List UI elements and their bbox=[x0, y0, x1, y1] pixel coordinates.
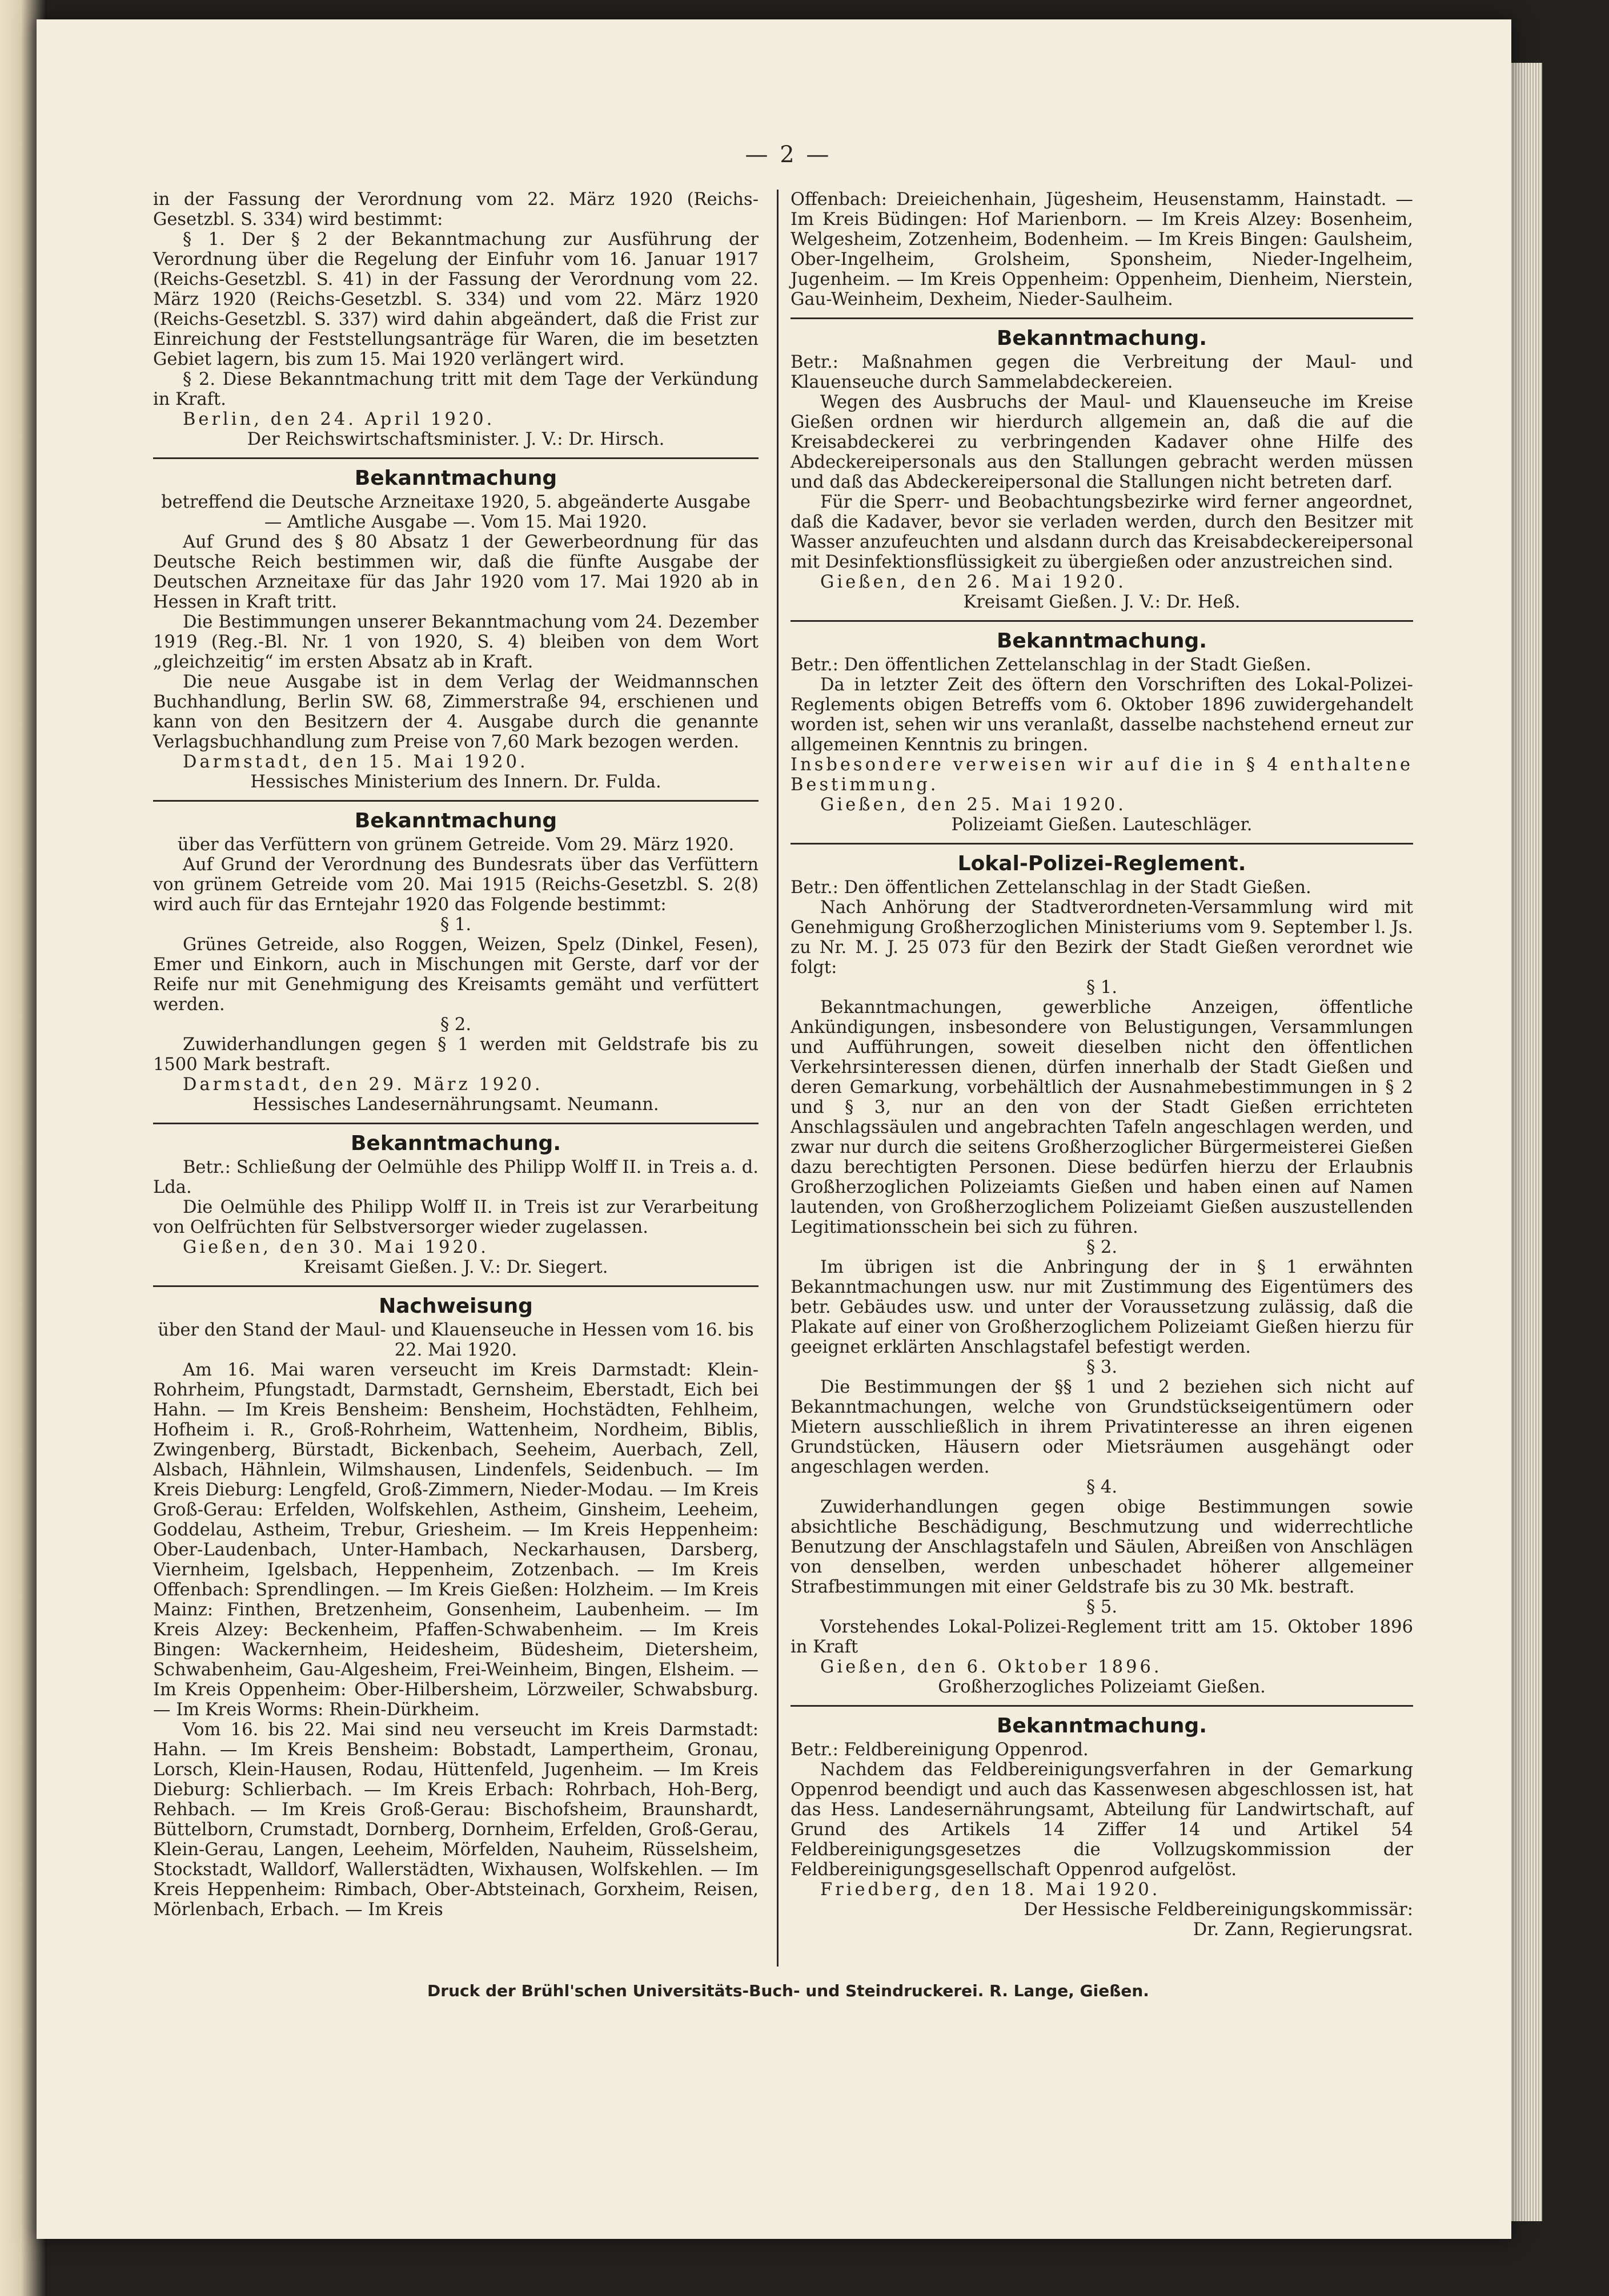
notice-signature: Der Hessische Feldbereinigungskommissär: bbox=[1024, 1900, 1413, 1920]
notice-date: Gießen, den 6. Oktober 1896. bbox=[820, 1657, 1162, 1677]
notice-date: Gießen, den 30. Mai 1920. bbox=[183, 1237, 489, 1257]
notice-subject: Betr.: Den öffentlichen Zettelanschlag in der Stadt Gießen. bbox=[791, 655, 1311, 675]
notice-signature: Der Reichswirtschaftsminister. J. V.: Dr. Hirsch. bbox=[247, 429, 665, 449]
section-number: § 2. bbox=[1086, 1237, 1118, 1257]
printer-imprint: Druck der Brühl'schen Universitäts-Buch- und Steindruckerei. R. Lange, Gießen. bbox=[427, 1981, 1149, 2000]
page-number: — 2 — bbox=[745, 142, 832, 168]
section-number: § 3. bbox=[1086, 1357, 1118, 1377]
notice-emphasis: Insbesondere verweisen wir auf die in § 4 enthaltene Bestimmung. bbox=[791, 755, 1413, 795]
notice-subject: Betr.: Schließung der Oelmühle des Philipp Wolff II. in Treis a. d. Lda. bbox=[153, 1157, 759, 1197]
notice-signature: Hessisches Ministerium des Innern. Dr. Fulda. bbox=[250, 772, 661, 792]
right-column bbox=[791, 190, 1413, 1940]
notice-title: Nachweisung bbox=[379, 1294, 533, 1318]
section-rule bbox=[153, 1123, 759, 1124]
notice-signature: Dr. Zann, Regierungsrat. bbox=[1193, 1920, 1413, 1940]
notice-paragraph: Vom 16. bis 22. Mai sind neu verseucht im Kreis Darmstadt: Hahn. — Im Kreis Bensheim: Bobstadt, Lampertheim, Gronau, Lorsch, Klein-Hausen, Rodau, Hüttenfeld, Jugenheim. — Im Kreis Dieburg: Schlierbach. — Im Kreis Erbach: Rohrbach, Hoh-Berg, Rehbach. — Im Kreis Groß-Gerau: Bischofsheim, Braunshardt, Büttelborn, Crumstadt, Dornberg, Dornheim, Erfelden, Groß-Gerau, Klein-Gerau, Langen, Leeheim, Mörfelden, Nauheim, Rüsselsheim, Stockstadt, Walldorf, Wallerstädten, Wixhausen, Wolfskehlen. — Im Kreis Heppenheim: Rimbach, Ober-Abtsteinach, Gorxheim, Reisen, Mörlenbach, Erbach. — Im Kreis bbox=[153, 1720, 759, 1920]
notice-signature: Hessisches Landesernährungsamt. Neumann. bbox=[252, 1095, 659, 1115]
notice-title: Bekanntmachung. bbox=[350, 1132, 561, 1155]
notice-title: Lokal-Polizei-Reglement. bbox=[957, 852, 1246, 875]
intro-paragraph: § 2. Diese Bekanntmachung tritt mit dem Tage der Verkündung in Kraft. bbox=[153, 369, 759, 409]
notice-subject: Betr.: Feldbereinigung Oppenrod. bbox=[791, 1740, 1089, 1760]
section-rule bbox=[791, 843, 1413, 845]
notice-subject: Betr.: Den öffentlichen Zettelanschlag in der Stadt Gießen. bbox=[791, 878, 1311, 898]
notice-paragraph: Nachdem das Feldbereinigungsverfahren in der Gemarkung Oppenrod beendigt und auch das Kassenwesen abgeschlossen ist, hat das Hess. Landesernährungsamt, Abteilung für Landwirtschaft, auf Grund des Artikels 14 Ziffer 14 und Artikel 54 Feldbereinigungsgesetzes die Vollzugskommission der Feldbereinigungsgesellschaft Oppenrod aufgelöst. bbox=[791, 1760, 1413, 1880]
notice-subtitle: über den Stand der Maul- und Klauenseuche in Hessen vom 16. bis 22. Mai 1920. bbox=[158, 1320, 754, 1360]
notice-paragraph: Nach Anhörung der Stadtverordneten-Versammlung wird mit Genehmigung Großherzoglichen Ministeriums vom 9. September l. Js. zu Nr. M. J. 25 073 für den Bezirk der Stadt Gießen verordnet wie folgt: bbox=[791, 898, 1413, 978]
notice-date: Gießen, den 25. Mai 1920. bbox=[820, 795, 1126, 815]
intro-paragraph: § 1. Der § 2 der Bekanntmachung zur Ausführung der Verordnung über die Regelung der Einfuhr vom 16. Januar 1917 (Reichs-Gesetzbl. S. 41) in der Fassung der Verordnung vom 22. März 1920 (Reichs-Gesetzbl. S. 334) und vom 22. März 1920 (Reichs-Gesetzbl. S. 337) wird dahin abgeändert, daß die Frist zur Einreichung der Feststellungsanträge für Waren, die im besetzten Gebiet lagern, bis zum 15. Mai 1920 verlängert wird. bbox=[153, 230, 759, 369]
notice-date: Darmstadt, den 29. März 1920. bbox=[183, 1075, 543, 1095]
notice-paragraph: Die Bestimmungen der §§ 1 und 2 beziehen sich nicht auf Bekanntmachungen, welche von Grundstückseigentümern oder Mietern ausschließlich in ihrem Privatinteresse an ihren eigenen Grundstücken, Häusern oder Mietsräumen ausgehängt oder angeschlagen werden. bbox=[791, 1377, 1413, 1477]
notice-signature: Kreisamt Gießen. J. V.: Dr. Siegert. bbox=[303, 1257, 608, 1277]
notice-paragraph: Zuwiderhandlungen gegen obige Bestimmungen sowie absichtliche Beschädigung, Beschmutzung und widerrechtliche Benutzung der Anschlagstafeln und Säulen, Abreißen von Anschlägen von denselben, werden unbeschadet höherer allgemeiner Strafbestimmungen mit einer Geldstrafe bis zu 30 Mk. bestraft. bbox=[791, 1497, 1413, 1597]
notice-paragraph: Die Oelmühle des Philipp Wolff II. in Treis ist zur Verarbeitung von Oelfrüchten für Selbstversorger wieder zugelassen. bbox=[153, 1197, 759, 1237]
section-rule bbox=[153, 1285, 759, 1287]
section-rule bbox=[153, 800, 759, 802]
notice-paragraph: Die Bestimmungen unserer Bekanntmachung vom 24. Dezember 1919 (Reg.-Bl. Nr. 1 von 1920, S. 4) bleiben von dem Wort „gleichzeitig“ im ersten Absatz ab in Kraft. bbox=[153, 612, 759, 672]
section-number: § 1. bbox=[1086, 978, 1118, 998]
left-column bbox=[153, 190, 759, 1920]
notice-paragraph: Im übrigen ist die Anbringung der in § 1 erwähnten Bekanntmachungen usw. nur mit Zustimmung des Eigentümers des betr. Gebäudes usw. und unter der Voraussetzung zulässig, daß die Plakate auf einer von Großherzoglichem Polizeiamt Gießen hierzu für geeignet erklärten Anschlagstafel befestigt werden. bbox=[791, 1257, 1413, 1357]
section-number: § 5. bbox=[1086, 1597, 1118, 1617]
notice-date: Gießen, den 26. Mai 1920. bbox=[820, 572, 1126, 592]
notice-paragraph: Da in letzter Zeit des öftern den Vorschriften des Lokal-Polizei-Reglements obigen Betreffs vom 6. Oktober 1896 zuwidergehandelt worden ist, sehen wir uns veranlaßt, dasselbe nachstehend erneut zur allgemeinen Kenntnis zu bringen. bbox=[791, 675, 1413, 755]
notice-signature: Polizeiamt Gießen. Lauteschläger. bbox=[951, 815, 1253, 835]
intro-paragraph: in der Fassung der Verordnung vom 22. März 1920 (Reichs-Gesetzbl. S. 334) wird bestimmt: bbox=[153, 190, 759, 230]
notice-subtitle: betreffend die Deutsche Arzneitaxe 1920, 5. abgeänderte Ausgabe — Amtliche Ausgabe —. Vom 15. Mai 1920. bbox=[161, 492, 751, 532]
notice-title: Bekanntmachung bbox=[354, 809, 557, 833]
section-number: § 1. bbox=[440, 915, 472, 935]
section-rule bbox=[153, 457, 759, 459]
notice-paragraph: Auf Grund des § 80 Absatz 1 der Gewerbeordnung für das Deutsche Reich bestimmen wir, daß die fünfte Ausgabe der Deutschen Arzneitaxe für das Jahr 1920 vom 17. Mai 1920 ab in Hessen in Kraft tritt. bbox=[153, 532, 759, 612]
notice-paragraph: Für die Sperr- und Beobachtungsbezirke wird ferner angeordnet, daß die Kadaver, bevor sie verladen werden, durch den Besitzer mit Wasser anzufeuchten und alsdann durch das Kreisabdeckereipersonal mit Desinfektionsflüssigkeit zu übergießen oder anzustreichen sind. bbox=[791, 492, 1413, 572]
section-rule bbox=[791, 620, 1413, 622]
notice-paragraph: Wegen des Ausbruchs der Maul- und Klauenseuche im Kreise Gießen ordnen wir hierdurch allgemein an, daß die auf die Kreisabdeckerei zu verbringenden Kadaver ohne Hilfe des Abdeckereipersonals aus den Stallungen gebracht werden müssen und daß das Abdeckereipersonal die Stallungen nicht betreten darf. bbox=[791, 392, 1413, 492]
notice-paragraph: Bekanntmachungen, gewerbliche Anzeigen, öffentliche Ankündigungen, insbesondere von Belustigungen, Versammlungen und Aufführungen, soweit dieselben nicht den öffentlichen Verkehrsinteressen dienen, dürfen innerhalb der Stadt Gießen und deren Gemarkung, vorbehältlich der Ausnahmebestimmungen in § 2 und § 3, nur an den von der Stadt Gießen errichteten Anschlagssäulen und angebrachten Tafeln angeschlagen werden, und zwar nur durch die seitens Großherzoglicher Bürgermeisterei Gießen dazu berechtigten Personen. Diese bedürfen hierzu der Erlaubnis Großherzoglichen Polizeiamts Gießen und haben einen auf Namen lautenden, von Großherzoglichem Polizeiamt Gießen auszustellenden Legitimationsschein bei sich zu führen. bbox=[791, 998, 1413, 1237]
notice-title: Bekanntmachung. bbox=[996, 327, 1207, 350]
notice-date: Berlin, den 24. April 1920. bbox=[183, 409, 495, 429]
notice-title: Bekanntmachung. bbox=[996, 1714, 1207, 1738]
section-rule bbox=[791, 317, 1413, 319]
notice-paragraph: Grünes Getreide, also Roggen, Weizen, Spelz (Dinkel, Fesen), Emer und Einkorn, auch in Mischungen mit Gerste, darf vor der Reife nur mit Genehmigung des Kreisamts gemäht und verfüttert werden. bbox=[153, 935, 759, 1015]
section-rule bbox=[791, 1705, 1413, 1707]
notice-paragraph: Auf Grund der Verordnung des Bundesrats über das Verfüttern von grünem Getreide vom 20. Mai 1915 (Reichs-Gesetzbl. S. 2(8) wird auch für das Erntejahr 1920 das Folgende bestimmt: bbox=[153, 855, 759, 915]
notice-title: Bekanntmachung bbox=[354, 467, 557, 490]
notice-date: Friedberg, den 18. Mai 1920. bbox=[820, 1880, 1161, 1900]
notice-signature: Großherzogliches Polizeiamt Gießen. bbox=[938, 1677, 1266, 1697]
notice-paragraph: Am 16. Mai waren verseucht im Kreis Darmstadt: Klein-Rohrheim, Pfungstadt, Darmstadt, Gernsheim, Eberstadt, Eich bei Hahn. — Im Kreis Bensheim: Bensheim, Hochstädten, Fehlheim, Hofheim i. R., Groß-Rohrheim, Wattenheim, Nordheim, Biblis, Zwingenberg, Bürstadt, Bickenbach, Seeheim, Auerbach, Zell, Alsbach, Hähnlein, Wilmshausen, Lindenfels, Seidenbuch. — Im Kreis Dieburg: Lengfeld, Groß-Zimmern, Nieder-Modau. — Im Kreis Groß-Gerau: Erfelden, Wolfskehlen, Astheim, Ginsheim, Leeheim, Goddelau, Astheim, Trebur, Griesheim. — Im Kreis Heppenheim: Ober-Laudenbach, Unter-Hambach, Neckarhausen, Darsberg, Viernheim, Igelsbach, Heppenheim, Zotzenbach. — Im Kreis Offenbach: Sprendlingen. — Im Kreis Gießen: Holzheim. — Im Kreis Mainz: Finthen, Bretzenheim, Gonsenheim, Laubenheim. — Im Kreis Alzey: Beckenheim, Pfaffen-Schwabenheim. — Im Kreis Bingen: Wackernheim, Heidesheim, Büdesheim, Dietersheim, Schwabenheim, Gau-Algesheim, Frei-Weinheim, Bingen, Elsheim. — Im Kreis Oppenheim: Ober-Hilbersheim, Lörzweiler, Schwabsburg. — Im Kreis Worms: Rhein-Dürkheim. bbox=[153, 1360, 759, 1720]
page-edges bbox=[1508, 63, 1542, 2221]
notice-signature: Kreisamt Gießen. J. V.: Dr. Heß. bbox=[963, 592, 1241, 612]
notice-paragraph: Die neue Ausgabe ist in dem Verlag der Weidmannschen Buchhandlung, Berlin SW. 68, Zimmerstraße 94, erschienen und kann von den Besitzern der 4. Ausgabe durch die genannte Verlagsbuchhandlung zum Preise von 7,60 Mark bezogen werden. bbox=[153, 672, 759, 752]
section-number: § 2. bbox=[440, 1015, 472, 1035]
notice-subject: Betr.: Maßnahmen gegen die Verbreitung der Maul- und Klauenseuche durch Sammelabdeckereien. bbox=[791, 352, 1413, 392]
section-number: § 4. bbox=[1086, 1477, 1118, 1497]
notice-subtitle: über das Verfüttern von grünem Getreide. Vom 29. März 1920. bbox=[177, 835, 735, 855]
notice-paragraph: Vorstehendes Lokal-Polizei-Reglement tritt am 15. Oktober 1896 in Kraft bbox=[791, 1617, 1413, 1657]
notice-title: Bekanntmachung. bbox=[996, 629, 1207, 653]
column-divider bbox=[777, 190, 779, 1967]
notice-paragraph: Zuwiderhandlungen gegen § 1 werden mit Geldstrafe bis zu 1500 Mark bestraft. bbox=[153, 1035, 759, 1075]
notice-date: Darmstadt, den 15. Mai 1920. bbox=[183, 752, 528, 772]
continuation-paragraph: Offenbach: Dreieichenhain, Jügesheim, Heusenstamm, Hainstadt. — Im Kreis Büdingen: Hof Marienborn. — Im Kreis Alzey: Bosenheim, Welgesheim, Zotzenheim, Bodenheim. — Im Kreis Bingen: Gaulsheim, Ober-Ingelheim, Grolsheim, Sponsheim, Nieder-Ingelheim, Jugenheim. — Im Kreis Oppenheim: Oppenheim, Dienheim, Nierstein, Gau-Weinheim, Dexheim, Nieder-Saulheim. bbox=[791, 190, 1413, 309]
